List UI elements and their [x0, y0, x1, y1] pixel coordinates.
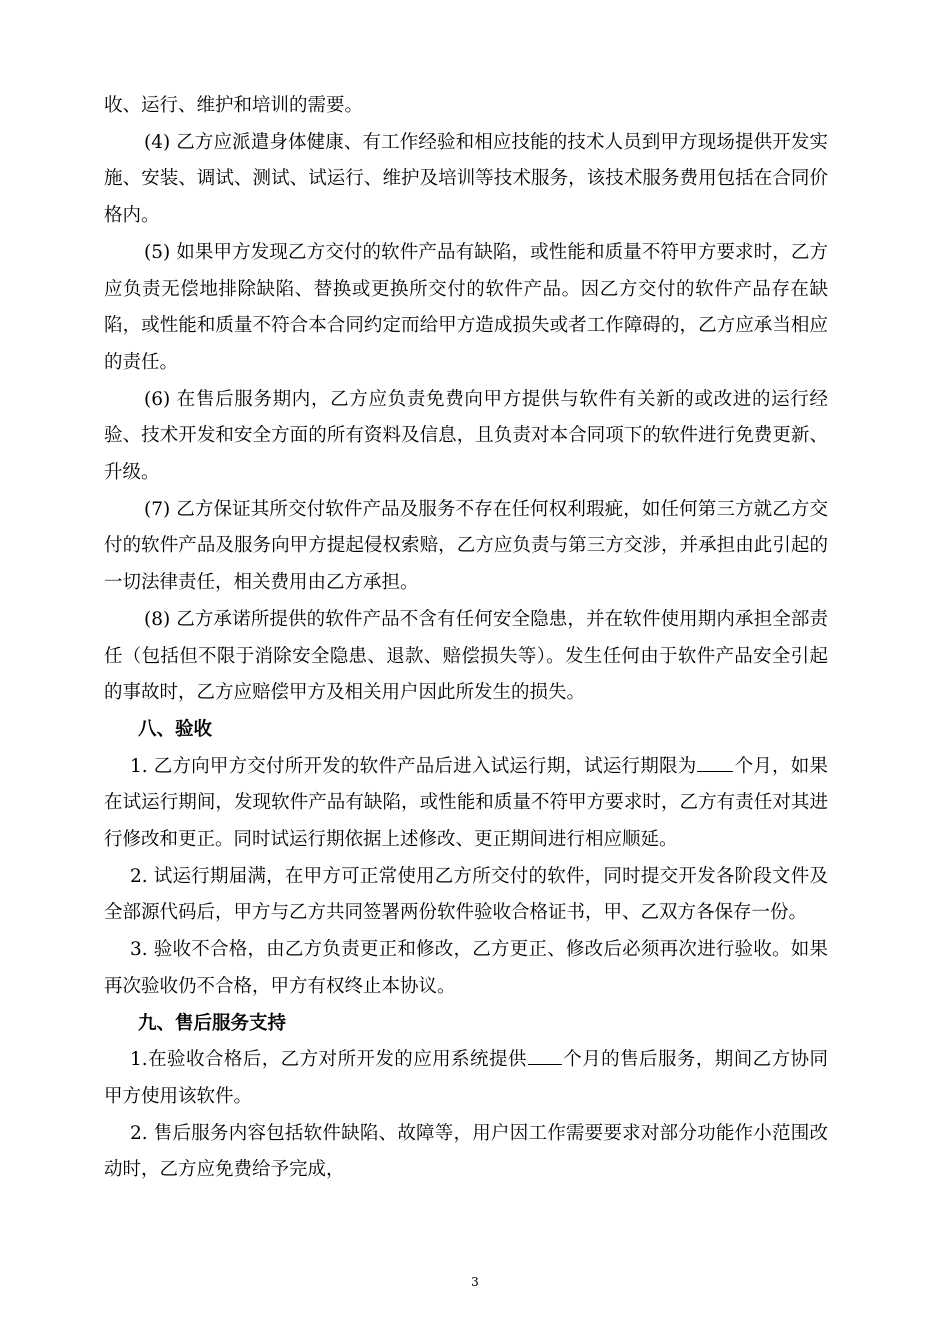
after-sales-item-2: 2. 售后服务内容包括软件缺陷、故障等，用户因工作需要要求对部分功能作小范围改动时，乙方应免费给予完成，	[104, 1122, 828, 1181]
paragraph-item-4: (4) 乙方应派遣身体健康、有工作经验和相应技能的技术人员到甲方现场提供开发实施、安装、调试、测试、试运行、维护及培训等技术服务，该技术服务费用包括在合同价格内。	[104, 131, 828, 227]
acceptance-item-3: 3. 验收不合格，由乙方负责更正和修改，乙方更正、修改后必须再次进行验收。如果再次验收仍不合格，甲方有权终止本协议。	[104, 939, 828, 997]
trial-period-months-blank	[697, 770, 733, 772]
paragraph-continuation: 收、运行、维护和培训的需要。	[104, 95, 364, 116]
acceptance-item-1-text-a: 1. 乙方向甲方交付所开发的软件产品后进入试运行期，试运行期限为	[130, 755, 697, 777]
document-body	[104, 88, 828, 1189]
paragraph-item-6: (6) 在售后服务期内，乙方应负责免费向甲方提供与软件有关新的或改进的运行经验、技术开发和安全方面的所有资料及信息，且负责对本合同项下的软件进行免费更新、升级。	[104, 388, 828, 484]
after-sales-item-1-text-a: 1.在验收合格后，乙方对所开发的应用系统提供	[130, 1049, 527, 1071]
paragraph-item-8: (8) 乙方承诺所提供的软件产品不含有任何安全隐患，并在软件使用期内承担全部责任（包括但不限于消除安全隐患、退款、赔偿损失等）。发生任何由于软件产品安全引起的事故时，乙方应赔偿甲方及相关用户因此所发生的损失。	[104, 608, 828, 704]
after-sales-item-1	[104, 1042, 828, 1115]
paragraph-item-5: (5) 如果甲方发现乙方交付的软件产品有缺陷，或性能和质量不符甲方要求时，乙方应负责无偿地排除缺陷、替换或更换所交付的软件产品。因乙方交付的软件产品存在缺陷，或性能和质量不符合本合同约定而给甲方造成损失或者工作障碍的，乙方应承当相应的责任。	[104, 241, 828, 373]
service-months-blank	[528, 1063, 562, 1065]
after-sales-item-1-text-b: 个月的售后服务，期间乙方协同甲方使用该软件。	[104, 1049, 828, 1107]
page-number: 3	[471, 1275, 479, 1289]
acceptance-item-1-text-b: 个月，如果在试运行期间，发现软件产品有缺陷，或性能和质量不符甲方要求时，乙方有责任对其进行修改和更正。同时试运行期依据上述修改、更正期间进行相应顺延。	[104, 755, 828, 851]
acceptance-item-2: 2. 试运行期届满，在甲方可正常使用乙方所交付的软件，同时提交开发各阶段文件及全部源代码后，甲方与乙方共同签署两份软件验收合格证书，甲、乙双方各保存一份。	[104, 865, 828, 924]
paragraph-item-7: (7) 乙方保证其所交付软件产品及服务不存在任何权利瑕疵，如任何第三方就乙方交付的软件产品及服务向甲方提起侵权索赔，乙方应负责与第三方交涉，并承担由此引起的一切法律责任，相关费用由乙方承担。	[104, 498, 828, 594]
section-heading-acceptance: 八、验收	[138, 718, 213, 740]
acceptance-item-1	[104, 749, 828, 859]
section-heading-after-sales: 九、售后服务支持	[138, 1012, 287, 1034]
